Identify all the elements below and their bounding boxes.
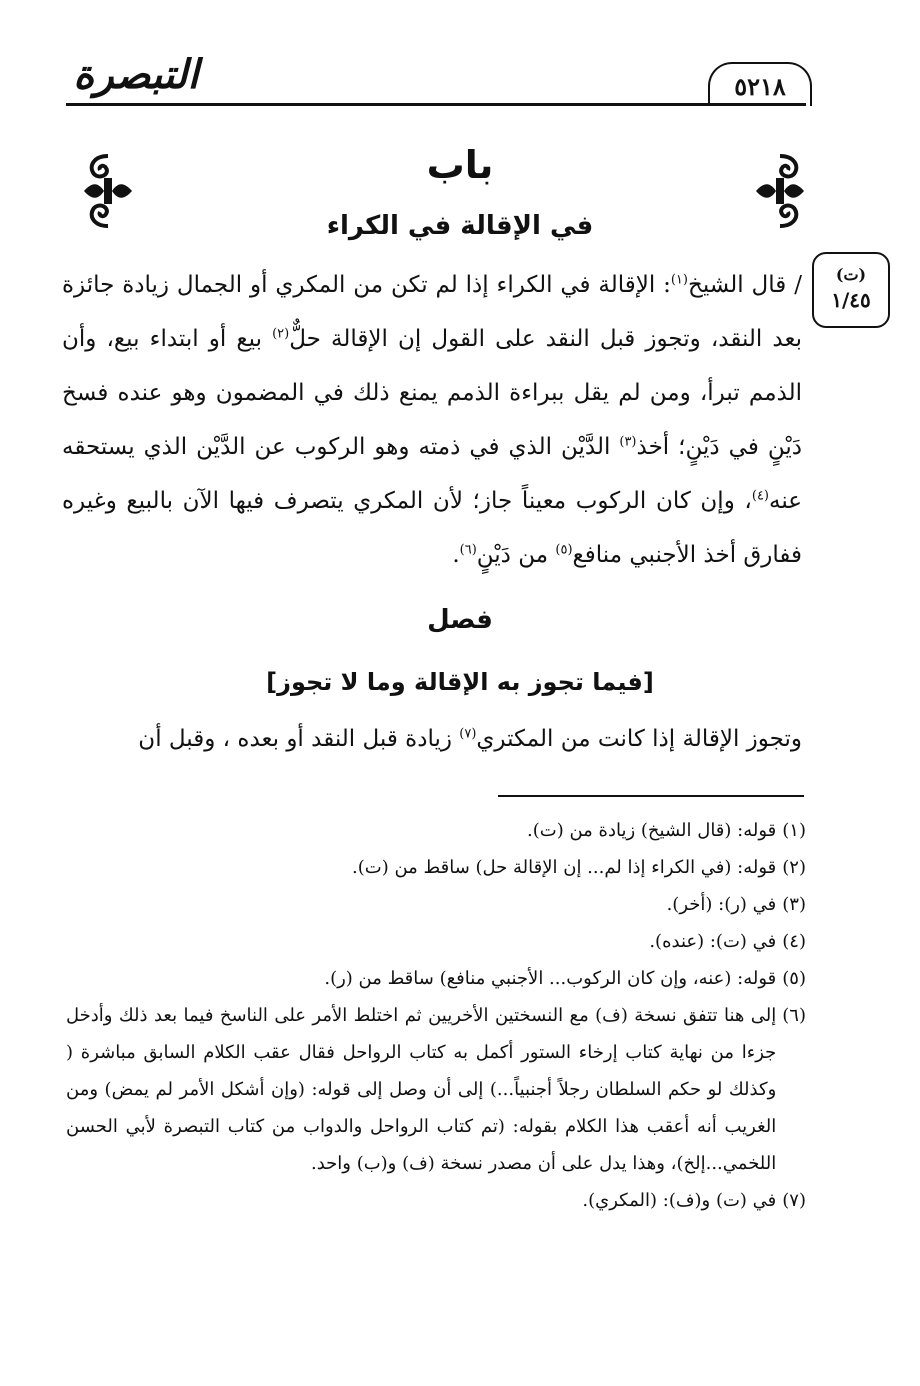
footnote-separator <box>498 795 804 797</box>
text-segment: من دَيْنٍ <box>476 542 556 568</box>
section-title: فصل <box>427 605 493 635</box>
footnote-text: قوله: (عنه، وإن كان الركوب... الأجنبي منافع) ساقط من (ر). <box>324 968 777 989</box>
footnote-item <box>66 960 806 997</box>
footnote-ref[interactable]: (٤) <box>751 488 769 504</box>
header-rule <box>66 103 806 106</box>
chapter-title: باب <box>426 143 494 187</box>
footnote-number: (١) <box>782 820 806 841</box>
footnote-text: إلى هنا تتفق نسخة (ف) مع النسختين الأخريين ثم اختلط الأمر على الناسخ فيما بعد ذلك وأدخل جزءا من نهاية كتاب إرخاء الستور أكمل به كتاب الرواحل فقال عقب الكلام السابق مباشرة ( وكذلك لو حكم السلطان رجلاً أجنبياً...) إلى أن وصل إلى قوله: (وإن أشكل الأمر لم يمض) ومن الغريب أنه أعقب هذا الكلام بقوله: (تم كتاب الرواحل والدواب من كتاب التبصرة لأبي الحسن اللخمي...إلخ)، وهذا يدل على أن مصدر نسخة (ف) و(ب) واحد. <box>66 1005 777 1174</box>
footnote-item <box>66 849 806 886</box>
chapter-subtitle: في الإقالة في الكراء <box>326 211 594 241</box>
right-ornament-icon <box>752 152 808 230</box>
footnote-ref[interactable]: (٣) <box>619 434 637 450</box>
page-number: ٥٢١٨ <box>708 62 812 106</box>
second-paragraph <box>62 712 802 766</box>
footnote-number: (٥) <box>782 968 806 989</box>
text-segment: وتجوز الإقالة إذا كانت من المكتري <box>476 726 802 752</box>
text-segment: بيع أو ابتداء بيع، وأن الذمم تبرأ، ومن لم يقل ببراءة الذمم يمنع ذلك في المضمون وهو عنده فسخ دَيْنٍ في دَيْنٍ؛ أخذ <box>62 326 802 460</box>
footnote-ref[interactable]: (٦) <box>459 542 477 558</box>
footnote-text: في (ت) و(ف): (المكري). <box>582 1190 777 1211</box>
footnote-number: (٢) <box>782 857 806 878</box>
text-segment: ، وإن كان الركوب معيناً جاز؛ لأن المكري يتصرف فيها الآن بالبيع وغيره ففارق أخذ الأجنبي منافع <box>62 488 802 568</box>
footnote-item <box>66 923 806 960</box>
folio-marker: / <box>794 272 802 298</box>
footnote-text: قوله: (قال الشيخ) زيادة من (ت). <box>527 820 777 841</box>
left-ornament-icon <box>80 152 136 230</box>
text-segment: . <box>452 542 460 568</box>
text-segment: زيادة قبل النقد أو بعده ، وقبل أن <box>138 726 460 752</box>
section-subtitle: [فيما تجوز به الإقالة وما لا تجوز] <box>266 668 654 696</box>
footnote-text: في (ر): (أخر). <box>666 894 777 915</box>
manuscript-margin-note <box>812 252 890 328</box>
footnote-ref[interactable]: (٧) <box>459 726 477 742</box>
footnote-ref[interactable]: (٢) <box>272 326 290 342</box>
footnote-ref[interactable]: (١) <box>670 272 688 288</box>
footnote-item <box>66 997 806 1182</box>
footnote-item <box>66 886 806 923</box>
margin-note-source: (ت) <box>835 265 867 284</box>
footnote-number: (٦) <box>782 1005 806 1026</box>
footnote-number: (٤) <box>782 931 806 952</box>
footnote-item <box>66 812 806 849</box>
footnotes <box>66 812 806 1219</box>
footnote-item <box>66 1182 806 1219</box>
book-title: التبصرة <box>73 51 199 98</box>
footnote-ref[interactable]: (٥) <box>555 542 573 558</box>
footnote-text: قوله: (في الكراء إذا لم... إن الإقالة حل) ساقط من (ت). <box>352 857 777 878</box>
footnote-text: في (ت): (عنده). <box>649 931 777 952</box>
main-paragraph <box>62 258 802 582</box>
margin-note-folio: ١/٤٥ <box>831 288 871 312</box>
footnote-number: (٣) <box>782 894 806 915</box>
text-segment: الدَّيْن الذي في ذمته وهو الركوب عن الدَّيْن الذي يستحقه عنه <box>62 434 802 514</box>
footnote-number: (٧) <box>782 1190 806 1211</box>
text-segment: قال الشيخ <box>687 272 787 298</box>
text-segment: : الإقالة في الكراء إذا لم تكن من المكري أو الجمال زيادة جائزة بعد النقد، وتجوز قبل النقد على القول إن الإقالة حلٌّ <box>62 272 802 352</box>
